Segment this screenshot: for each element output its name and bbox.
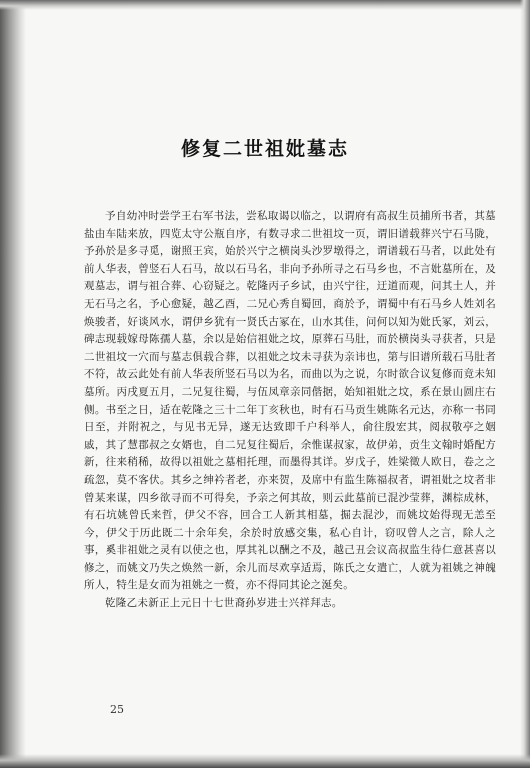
signature-paragraph: 乾隆乙未新正上元日十七世裔孙岁进士兴祥拜志。 — [105, 597, 343, 610]
bottom-edge-shadow — [0, 754, 530, 768]
book-spine-shadow — [0, 0, 26, 768]
right-edge-shadow — [520, 0, 530, 768]
page-title: 修复二世祖妣墓志 — [180, 138, 349, 160]
body-text — [84, 208, 496, 613]
top-edge-shadow — [0, 0, 530, 10]
page-number: 25 — [110, 703, 124, 716]
main-paragraph: 予自幼冲时尝学王右军书法，尝私取谒以临之，以谓府有高叔生员捕所书者，其墓盐由车陆来放，四览太守公瓶自序，有数寻求二世祖坟一页，谓旧谱载葬兴宁石马陇，予孙於是多寻觅，谢照王宾，始於兴宁之横岗头沙罗墩得之，谓谱载石马者，以此处有前人华表，曾竖石人石马，故以石马名，非向予孙所寻之石马乡也，不言妣墓所在，及观墓志，谓与祖合葬、心窃疑之。乾隆丙子乡试，由兴宁往，迂道而观，问其土人，并无石马之名，予心愈疑，越乙酉，二兄心秀自蜀回，商於予，谓蜀中有石马乡人姓刘名焕骏者，好谈风水，谓伊乡犹有一贤氏古冢在，山水其佳，问何以知为妣氏冢，刘云，碑志现载嫁母陈孺人墓，余以是始信祖妣之坟，原葬石马肚，而於横岗头寻获者，只是二世祖坟一穴而与墓志俱载合葬，以祖妣之坟未寻获为亲讳也，第与旧谱所载石马肚者不符，故云此处有前人华表所竖石马以为名，而曲以为之说，尔时欲合议复修而竟未知墓所。丙戌夏五月，二兄复往蜀，与伍凤章亲同偕据，始知祖妣之坟，系在景山圆庄右侧。书至之日，适在乾隆之三十二年丁亥秋也，时有石马贡生姚陈名元达，亦称一书同日至，并附祝之，与见书无异，遂无达致即千户科举人，俞往殷宏其，阅叔敬亭之姻戚，其了慧郡叔之女婿也，自二兄复往蜀后，余惟谋叔家，故伊弟，贡生文翰时婚配方新，往来稍稀，故得以祖妣之墓相托理，而墨得其详。岁戊子，姓梁徵人欧日，卷之之疏忽，莫不客伏。其乡之绅衿者老，亦来贺，及席中有监生陈福叔者，谓祖妣之坟者非曾某来谋，四乡欲寻而不可得矣，予亲之何其故，则云此墓前已混沙莹葬，渊棕成林，有石坑姚曾氏来哲，伊父不容，回合工人新其相墓，掘去混沙，而姚坟始得现无恙至今，伊父于历此既二十余年矣，余於时放感交集，私心自计，窃叹曾人之言，除人之事，奚非祖妣之灵有以使之也，厚其礼以酬之不及，越己丑会议高叔监生待仁意甚喜以修之，而姚文乃失之焕然一新，余儿而尽欢享适焉，陈氏之女遣亡，人就为祖姚之神魄所人，特生是女而为祖姚之一赘，亦不得同其论之涎矣。 — [84, 210, 496, 592]
